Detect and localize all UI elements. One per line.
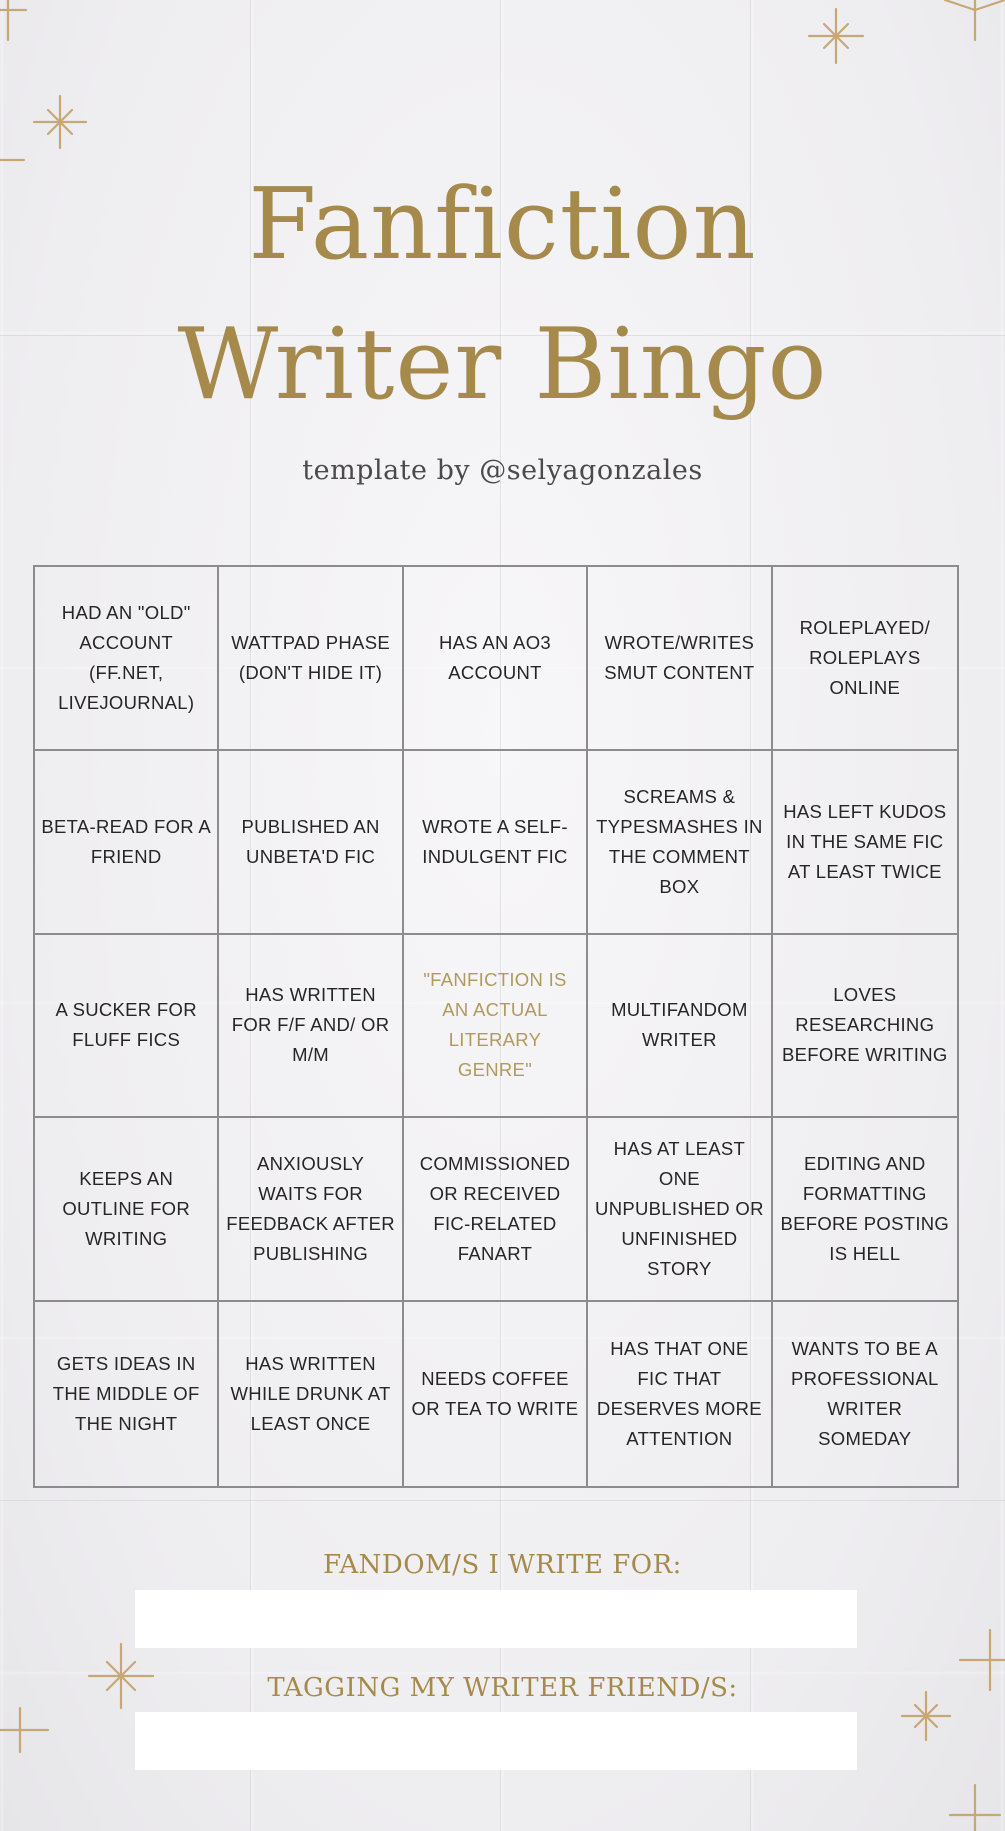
sparkle-icon xyxy=(940,1785,1005,1831)
bingo-cell[interactable]: HAS WRITTEN FOR F/F AND/ OR M/M xyxy=(219,935,403,1119)
sparkle-icon xyxy=(0,1700,50,1760)
bingo-cell[interactable]: WATTPAD PHASE (DON'T HIDE IT) xyxy=(219,567,403,751)
bingo-cell[interactable]: WROTE A SELF-INDULGENT FIC xyxy=(404,751,588,935)
sparkle-icon xyxy=(30,92,90,152)
bingo-cell[interactable]: PUBLISHED AN UNBETA'D FIC xyxy=(219,751,403,935)
sparkle-icon xyxy=(805,5,867,67)
bingo-cell[interactable]: HAS WRITTEN WHILE DRUNK AT LEAST ONCE xyxy=(219,1302,403,1486)
bingo-cell[interactable]: A SUCKER FOR FLUFF FICS xyxy=(35,935,219,1119)
title-line-2: Writer Bingo xyxy=(177,308,828,422)
title-line-1: Fanfiction xyxy=(248,168,757,282)
bingo-cell[interactable]: HAS AN AO3 ACCOUNT xyxy=(404,567,588,751)
bingo-cell[interactable]: WROTE/WRITES SMUT CONTENT xyxy=(588,567,772,751)
bingo-cell[interactable]: HAS THAT ONE FIC THAT DESERVES MORE ATTENTION xyxy=(588,1302,772,1486)
bingo-cell[interactable]: GETS IDEAS IN THE MIDDLE OF THE NIGHT xyxy=(35,1302,219,1486)
bingo-cell[interactable]: HAS AT LEAST ONE UNPUBLISHED OR UNFINISHED STORY xyxy=(588,1118,772,1302)
bingo-free-space[interactable]: "FANFICTION IS AN ACTUAL LITERARY GENRE" xyxy=(404,935,588,1119)
bingo-cell[interactable]: LOVES RESEARCHING BEFORE WRITING xyxy=(773,935,957,1119)
bingo-cell[interactable]: SCREAMS & TYPESMASHES IN THE COMMENT BOX xyxy=(588,751,772,935)
fandoms-input[interactable] xyxy=(135,1590,857,1648)
bingo-cell[interactable]: HAD AN "OLD" ACCOUNT (FF.NET, LIVEJOURNAL) xyxy=(35,567,219,751)
bingo-cell[interactable]: NEEDS COFFEE OR TEA TO WRITE xyxy=(404,1302,588,1486)
tagging-input[interactable] xyxy=(135,1712,857,1770)
tagging-label: TAGGING MY WRITER FRIEND/S: xyxy=(267,1673,738,1703)
bingo-cell[interactable]: EDITING AND FORMATTING BEFORE POSTING IS HELL xyxy=(773,1118,957,1302)
paper-crease xyxy=(0,1500,1005,1501)
template-credit: template by @selyagonzales xyxy=(302,455,703,486)
bingo-cell[interactable]: MULTIFANDOM WRITER xyxy=(588,935,772,1119)
bingo-cell[interactable]: ANXIOUSLY WAITS FOR FEEDBACK AFTER PUBLISHING xyxy=(219,1118,403,1302)
sparkle-icon xyxy=(0,0,40,40)
sparkle-icon xyxy=(940,0,1005,40)
bingo-cell[interactable]: HAS LEFT KUDOS IN THE SAME FIC AT LEAST TWICE xyxy=(773,751,957,935)
bingo-cell[interactable]: COMMISSIONED OR RECEIVED FIC-RELATED FANART xyxy=(404,1118,588,1302)
fandoms-label: FANDOM/S I WRITE FOR: xyxy=(323,1550,682,1580)
bingo-cell[interactable]: BETA-READ FOR A FRIEND xyxy=(35,751,219,935)
bingo-cell[interactable]: WANTS TO BE A PROFESSIONAL WRITER SOMEDAY xyxy=(791,1338,939,1450)
bingo-grid xyxy=(33,565,959,1488)
bingo-cell[interactable]: ROLEPLAYED/ ROLEPLAYS ONLINE xyxy=(773,567,957,751)
bingo-cell[interactable]: KEEPS AN OUTLINE FOR WRITING xyxy=(35,1118,219,1302)
